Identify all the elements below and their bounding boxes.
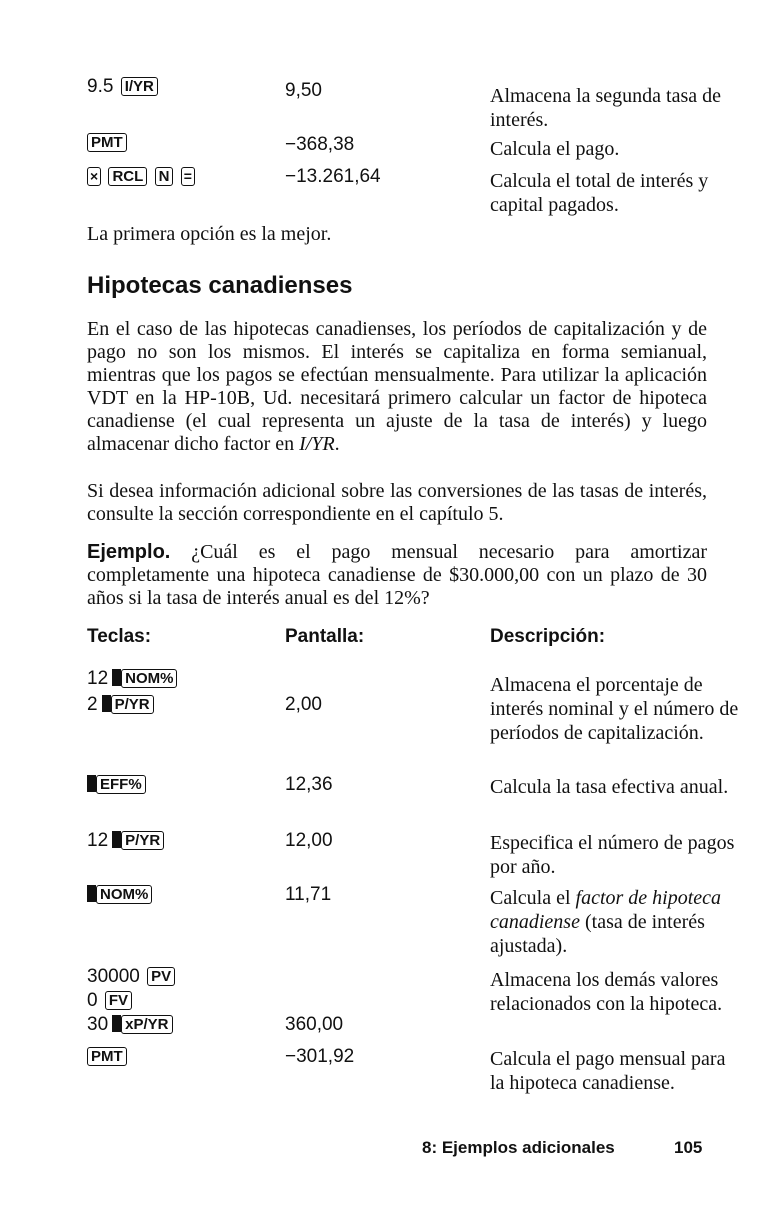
description: Almacena los demás valores relacionados con la hipoteca. [490, 969, 723, 1015]
pmt-key: PMT [87, 1047, 127, 1066]
description-part: Calcula el [490, 887, 576, 909]
keys-step-1 [87, 668, 177, 690]
equals-key: = [181, 167, 195, 186]
description: Calcula el pago. [490, 138, 620, 160]
xpyr-key: xP/YR [121, 1015, 172, 1034]
description-italic: factor de hipoteca canadiense [490, 887, 722, 933]
paragraph-1-end: . [334, 433, 340, 455]
paragraph-2: Si desea información adicional sobre las conversiones de las tasas de interés, consulte la sección correspondiente en el capítulo 5. [87, 480, 707, 525]
display-value: 12,00 [285, 830, 333, 851]
iyr-key: I/YR [121, 77, 158, 96]
display-value: 9,50 [285, 80, 322, 101]
keys-step-9 [87, 1046, 127, 1068]
eff-key: EFF% [96, 775, 146, 794]
display-value: −301,92 [285, 1046, 355, 1067]
description: Calcula el total de interés y capital pagados. [490, 170, 709, 216]
display-value: −368,38 [285, 134, 355, 155]
description: Calcula la tasa efectiva anual. [490, 776, 729, 798]
shift-key-icon [87, 885, 96, 902]
description [490, 886, 740, 958]
page-number: 105 [674, 1138, 703, 1157]
nom-key: NOM% [121, 669, 177, 688]
pyr-key: P/YR [121, 831, 164, 850]
multiply-key: × [87, 167, 101, 186]
pyr-key: P/YR [111, 695, 154, 714]
pv-key: PV [147, 967, 175, 986]
section-title: Hipotecas canadienses [87, 272, 353, 299]
shift-key-icon [112, 831, 121, 848]
rcl-key: RCL [108, 167, 147, 186]
example-paragraph [87, 541, 707, 610]
shift-key-icon [112, 669, 121, 686]
keys-step-4 [87, 830, 164, 852]
description-part: (tasa de interés ajustada). [490, 911, 705, 957]
key-prefix: 12 [87, 830, 109, 851]
keys-step-5 [87, 884, 152, 906]
shift-key-icon [87, 775, 96, 792]
description: Especifica el número de pagos por año. [490, 832, 735, 878]
display-value: 360,00 [285, 1014, 344, 1035]
description: Calcula el pago mensual para la hipoteca canadiense. [490, 1048, 726, 1094]
n-key: N [155, 167, 174, 186]
keys-step-8 [87, 1014, 173, 1036]
header-display: Pantalla: [285, 626, 365, 647]
description: Almacena el porcentaje de interés nominal y el número de períodos de capitalización. [490, 674, 739, 744]
paragraph-1 [87, 318, 707, 456]
paragraph-1-text: En el caso de las hipotecas canadienses, los períodos de capitalización y de pago no son los mismos. El interés se capitaliza en forma semianual, mientras que los pagos se efectúan mensualmente. Para utilizar la aplicación VDT en la HP-10B, Ud. necesitará primero calcular un factor de hipoteca canadiense (el cual representa un ajuste de la tasa de interés) y luego almacenar dicho factor en [87, 318, 707, 455]
header-description: Descripción: [490, 626, 606, 647]
header-keys: Teclas: [87, 626, 152, 647]
key-prefix: 0 [87, 990, 98, 1011]
keys-row-1 [87, 76, 158, 98]
nom-key: NOM% [96, 885, 152, 904]
display-value: 12,36 [285, 774, 333, 795]
display-value: 11,71 [285, 884, 332, 905]
fv-key: FV [105, 991, 132, 1010]
example-text: ¿Cuál es el pago mensual necesario para amortizar completamente una hipoteca canadiense de $30.000,00 con un plazo de 30 años si la tasa de interés anual es del 12%? [87, 541, 707, 609]
display-value: 2,00 [285, 694, 322, 715]
keys-row-3 [87, 166, 195, 188]
keys-step-7 [87, 990, 132, 1012]
keys-step-6 [87, 966, 175, 988]
paragraph-1-italic: I/YR [299, 433, 335, 455]
shift-key-icon [112, 1015, 121, 1032]
key-prefix: 2 [87, 694, 98, 715]
pmt-key: PMT [87, 133, 127, 152]
key-prefix: 30000 [87, 966, 140, 987]
description: Almacena la segunda tasa de interés. [490, 85, 722, 131]
key-prefix: 30 [87, 1014, 109, 1035]
keys-step-3 [87, 774, 146, 796]
chapter-title: 8: Ejemplos adicionales [422, 1138, 615, 1157]
keys-row-2 [87, 132, 127, 154]
display-value: −13.261,64 [285, 166, 381, 187]
conclusion-text: La primera opción es la mejor. [87, 223, 332, 245]
example-label: Ejemplo. [87, 541, 171, 563]
key-prefix: 9.5 [87, 76, 114, 97]
shift-key-icon [102, 695, 111, 712]
keys-step-2 [87, 694, 154, 716]
key-prefix: 12 [87, 668, 109, 689]
